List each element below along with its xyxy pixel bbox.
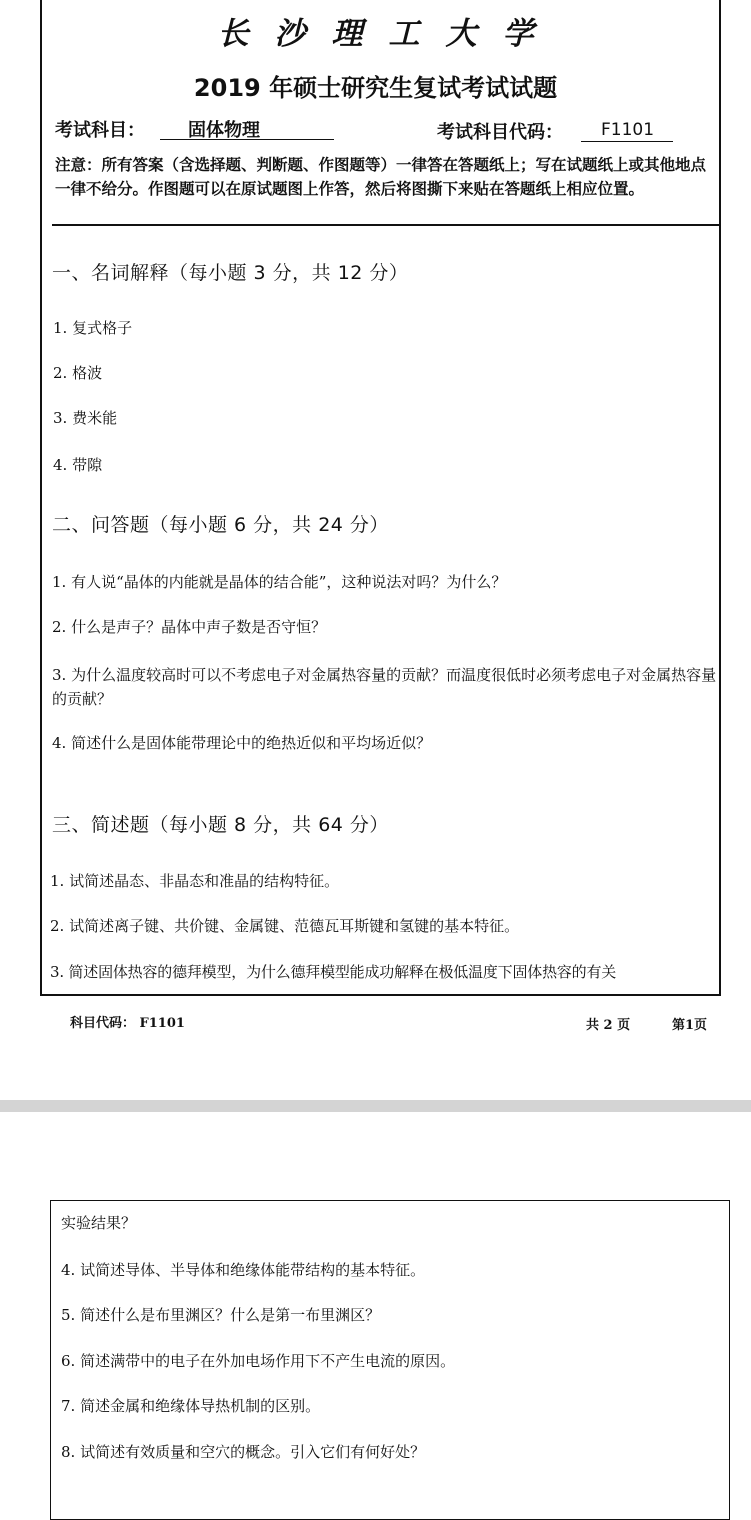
notice-divider	[52, 224, 720, 226]
university-name: 长沙理工大学	[217, 16, 560, 52]
question-item: 4. 试简述导体、半导体和绝缘体能带结构的基本特征。	[61, 1261, 426, 1279]
footer-page-number: 第1页	[672, 1018, 708, 1033]
subject-value: 固体物理	[160, 116, 334, 140]
question-item: 4. 带隙	[53, 456, 103, 474]
question-item: 3. 简述固体热容的德拜模型，为什么德拜模型能成功解释在极低温度下固体热容的有关	[50, 963, 617, 981]
question-item: 8. 试简述有效质量和空穴的概念。引入它们有何好处？	[61, 1443, 426, 1461]
section-2-heading: 二、问答题（每小题 6 分，共 24 分）	[52, 514, 389, 536]
section-3-heading: 三、简述题（每小题 8 分，共 64 分）	[52, 814, 389, 836]
question-item: 2. 格波	[53, 364, 103, 382]
question-item: 1. 有人说“晶体的内能就是晶体的结合能”，这种说法对吗？为什么？	[52, 573, 507, 591]
question-item: 5. 简述什么是布里渊区？什么是第一布里渊区？	[61, 1306, 381, 1324]
question-item: 1. 复式格子	[53, 319, 133, 337]
exam-title: 2019 年硕士研究生复试考试试题	[193, 74, 558, 102]
question-item: 7. 简述金属和绝缘体导热机制的区别。	[61, 1397, 321, 1415]
subject-code-value: F1101	[581, 120, 673, 142]
page-1-border-frame	[40, 0, 721, 996]
question-continuation: 实验结果？	[61, 1214, 137, 1232]
question-item: 3. 为什么温度较高时可以不考虑电子对金属热容量的贡献？而温度很低时必须考虑电子对金属热容量的贡献？	[52, 666, 717, 708]
question-item: 2. 什么是声子？晶体中声子数是否守恒？	[52, 618, 327, 636]
footer-subject-code: 科目代码： F1101	[70, 1016, 185, 1031]
question-item: 6. 简述满带中的电子在外加电场作用下不产生电流的原因。	[61, 1352, 456, 1370]
exam-notice: 注意：所有答案（含选择题、判断题、作图题等）一律答在答题纸上；写在试题纸上或其他地点一律不给分。作图题可以在原试题图上作答，然后将图撕下来贴在答题纸上相应位置。	[55, 156, 707, 198]
question-item: 4. 简述什么是固体能带理论中的绝热近似和平均场近似？	[52, 734, 432, 752]
section-1-heading: 一、名词解释（每小题 3 分，共 12 分）	[52, 262, 409, 284]
question-item: 1. 试简述晶态、非晶态和准晶的结构特征。	[50, 872, 340, 890]
page-separator	[0, 1100, 751, 1112]
subject-code-label: 考试科目代码：	[437, 122, 563, 143]
footer-total-pages: 共 2 页	[586, 1018, 631, 1033]
question-item: 3. 费米能	[53, 409, 118, 427]
exam-page-2	[0, 1112, 751, 1494]
question-item: 2. 试简述离子键、共价键、金属键、范德瓦耳斯键和氢键的基本特征。	[50, 917, 520, 935]
subject-label: 考试科目：	[55, 120, 145, 141]
